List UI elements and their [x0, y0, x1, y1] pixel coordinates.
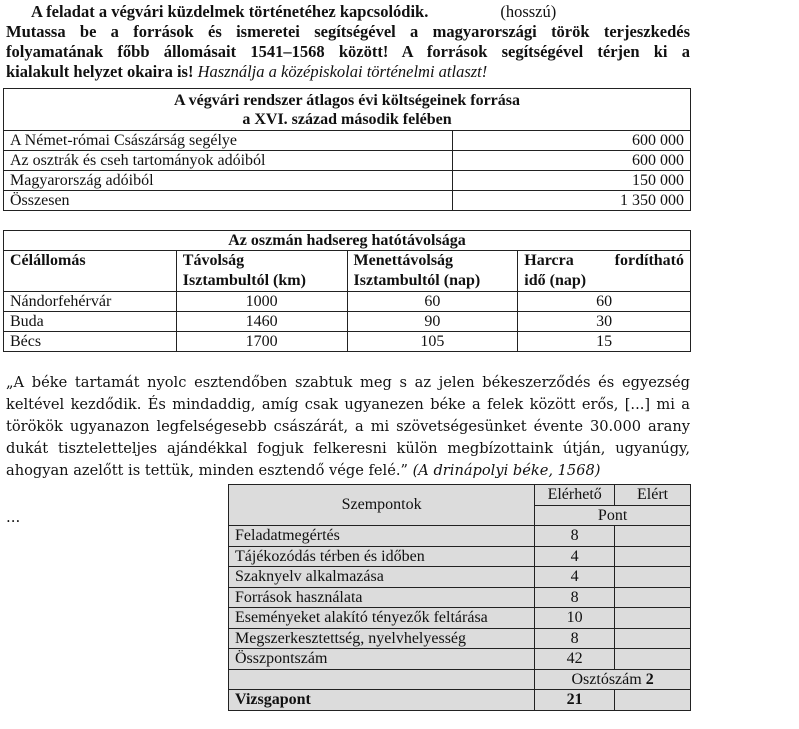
- available-points: 4: [535, 567, 615, 588]
- available-points: 42: [535, 649, 615, 670]
- costs-table-title: A végvári rendszer átlagos évi költségeinek forrása a XVI. század második felében: [4, 89, 691, 131]
- criterion: Feladatmegértés: [229, 526, 535, 547]
- task-instruction-end: kialakult helyzet okaira is!: [6, 62, 194, 81]
- cost-source: A Német-római Császárság segélye: [4, 131, 453, 151]
- achieved-points-field[interactable]: [615, 628, 691, 649]
- march-days: 90: [347, 312, 518, 332]
- available-points: 10: [535, 608, 615, 629]
- divisor-empty: [229, 669, 535, 690]
- achieved-points-field[interactable]: [615, 649, 691, 670]
- divisor-row: [229, 669, 691, 690]
- cost-amount: 600 000: [453, 131, 691, 151]
- achieved-points-field[interactable]: [615, 608, 691, 629]
- header-distance: Távolság Isztambultól (km): [176, 251, 347, 292]
- table-row: [4, 332, 691, 352]
- table-row: [4, 151, 691, 171]
- criterion: Szaknyelv alkalmazása: [229, 567, 535, 588]
- cost-amount: 600 000: [453, 151, 691, 171]
- range-table: [3, 230, 691, 352]
- table-row: [229, 546, 691, 567]
- table-row: [229, 587, 691, 608]
- range-table-title: Az oszmán hadsereg hatótávolsága: [4, 231, 691, 251]
- achieved-points-field[interactable]: [615, 587, 691, 608]
- task-heading: A feladat a végvári küzdelmek történetéhez kapcsolódik.: [31, 2, 429, 21]
- costs-table: [3, 88, 691, 211]
- table-row: [229, 608, 691, 629]
- header-criteria: Szempontok: [229, 485, 535, 526]
- march-days: 60: [347, 292, 518, 312]
- cost-source: Magyarország adóiból: [4, 171, 453, 191]
- source-quote: [6, 372, 690, 482]
- final-available: 21: [535, 690, 615, 711]
- criterion: Tájékozódás térben és időben: [229, 546, 535, 567]
- divisor: Osztószám 2: [535, 669, 691, 690]
- march-days: 105: [347, 332, 518, 352]
- task-instruction-line-3: [6, 62, 690, 82]
- ellipsis: ...: [6, 508, 21, 526]
- criterion: Eseményeket alakító tényezők feltárása: [229, 608, 535, 629]
- destination: Nándorfehérvár: [4, 292, 177, 312]
- task-instruction-line-1: Mutassa be a források és ismeretei segítségével a magyarországi török terjeszkedés: [6, 22, 690, 41]
- header-destination: Célállomás: [4, 251, 177, 292]
- table-row: [4, 292, 691, 312]
- range-table-header: [4, 251, 691, 292]
- header-march: Menettávolság Isztambultól (nap): [347, 251, 518, 292]
- table-row: [229, 649, 691, 670]
- available-points: 4: [535, 546, 615, 567]
- final-achieved-field[interactable]: [615, 690, 691, 711]
- criterion: Megszerkesztettség, nyelvhelyesség: [229, 628, 535, 649]
- cost-amount: 150 000: [453, 171, 691, 191]
- task-heading-line: [6, 2, 690, 22]
- length-tag: (hosszú): [500, 2, 557, 21]
- available-points: 8: [535, 628, 615, 649]
- header-combat-time: Harcra fordítható idő (nap): [518, 251, 691, 292]
- header-points: Pont: [535, 505, 691, 526]
- final-row: [229, 690, 691, 711]
- combat-days: 60: [518, 292, 691, 312]
- table-row: [4, 171, 691, 191]
- final-label: Vizsgapont: [229, 690, 535, 711]
- available-points: 8: [535, 526, 615, 547]
- combat-days: 15: [518, 332, 691, 352]
- task-hint: Használja a középiskolai történelmi atlaszt!: [197, 62, 488, 81]
- criterion: Összpontszám: [229, 649, 535, 670]
- divisor-value: 2: [645, 670, 654, 688]
- table-row: [229, 628, 691, 649]
- destination: Bécs: [4, 332, 177, 352]
- table-row: [4, 131, 691, 151]
- cost-total-label: Összesen: [4, 191, 453, 211]
- header-achieved: Elért: [615, 485, 691, 506]
- distance: 1000: [176, 292, 347, 312]
- achieved-points-field[interactable]: [615, 567, 691, 588]
- cost-total-amount: 1 350 000: [453, 191, 691, 211]
- table-row: [229, 526, 691, 547]
- distance: 1460: [176, 312, 347, 332]
- achieved-points-field[interactable]: [615, 526, 691, 547]
- combat-days: 30: [518, 312, 691, 332]
- task-instruction-line-2: folyamatának főbb állomásait 1541–1568 között! A források segítségével térjen ki a: [6, 42, 690, 61]
- task-intro: [6, 2, 690, 82]
- header-available: Elérhető: [535, 485, 615, 506]
- table-row: [229, 567, 691, 588]
- distance: 1700: [176, 332, 347, 352]
- achieved-points-field[interactable]: [615, 546, 691, 567]
- table-row: [4, 312, 691, 332]
- criterion: Források használata: [229, 587, 535, 608]
- quote-source: (A drinápolyi béke, 1568): [412, 462, 601, 479]
- score-table: [228, 484, 691, 711]
- cost-source: Az osztrák és cseh tartományok adóiból: [4, 151, 453, 171]
- destination: Buda: [4, 312, 177, 332]
- available-points: 8: [535, 587, 615, 608]
- quote-text: „A béke tartamát nyolc esztendőben szabtuk meg s az jelen békeszerződés és egyezség keltével kezdődik. És mindaddig, amíg csak ugyanezen béke a felek között erős, [...] mi a törökök ugyanazon legfelségesebb császárát, a mi szövetségesünket évente 30.000 arany dukát tiszteletteljes ajándékkal fogjuk felkeresni külön megbízottaink útján, ugyanúgy, ahogyan azelőtt is tettük, minden esztendő vége felé.”: [6, 374, 690, 479]
- table-row: [4, 191, 691, 211]
